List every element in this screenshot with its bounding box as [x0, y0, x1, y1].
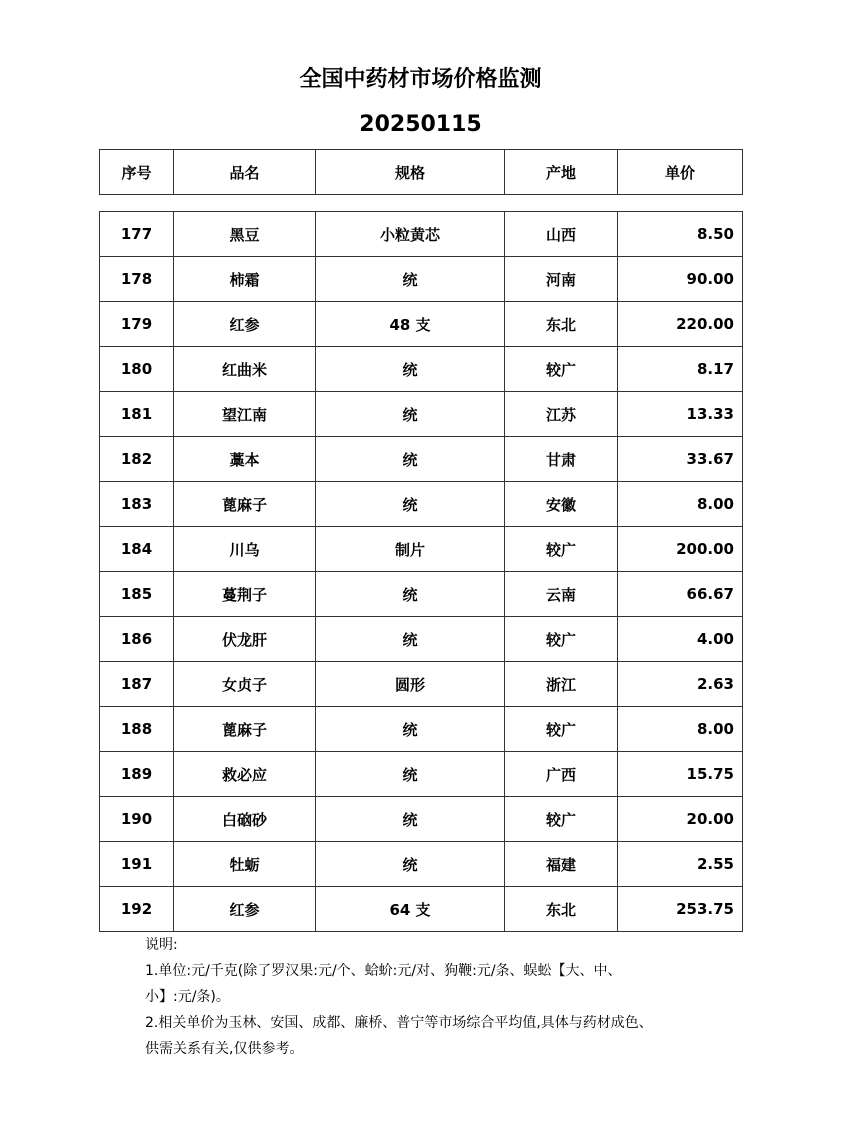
cell-spec: 统 — [316, 257, 505, 302]
header-row — [100, 150, 743, 195]
cell-price: 2.63 — [618, 662, 743, 707]
note-unit-cont: 小】:元/条)。 — [145, 989, 230, 1005]
cell-name: 黑豆 — [174, 212, 316, 257]
cell-price: 13.33 — [618, 392, 743, 437]
cell-spec: 统 — [316, 797, 505, 842]
cell-spec: 统 — [316, 572, 505, 617]
table-row — [100, 797, 743, 842]
cell-price: 8.00 — [618, 482, 743, 527]
cell-name: 红参 — [174, 887, 316, 932]
cell-origin: 广西 — [505, 752, 618, 797]
table-row — [100, 572, 743, 617]
cell-price: 15.75 — [618, 752, 743, 797]
note-unit: 1.单位:元/千克(除了罗汉果:元/个、蛤蚧:元/对、狗鞭:元/条、蜈蚣【大、中、 — [145, 963, 622, 979]
cell-origin: 浙江 — [505, 662, 618, 707]
cell-origin: 东北 — [505, 302, 618, 347]
cell-price: 8.00 — [618, 707, 743, 752]
cell-spec: 64 支 — [316, 887, 505, 932]
column-header-origin: 产地 — [505, 150, 618, 195]
cell-price: 2.55 — [618, 842, 743, 887]
table-row — [100, 707, 743, 752]
cell-index: 187 — [100, 662, 174, 707]
cell-spec: 统 — [316, 482, 505, 527]
cell-price: 253.75 — [618, 887, 743, 932]
cell-name: 蓖麻子 — [174, 482, 316, 527]
table-row — [100, 527, 743, 572]
cell-name: 川乌 — [174, 527, 316, 572]
table-row — [100, 347, 743, 392]
cell-name: 女贞子 — [174, 662, 316, 707]
cell-price: 200.00 — [618, 527, 743, 572]
note-source: 2.相关单价为玉林、安国、成都、廉桥、普宁等市场综合平均值,具体与药材成色、 — [145, 1015, 653, 1031]
table-row — [100, 437, 743, 482]
cell-spec: 统 — [316, 842, 505, 887]
table-row — [100, 482, 743, 527]
table-row — [100, 392, 743, 437]
table-row — [100, 752, 743, 797]
table-row — [100, 617, 743, 662]
cell-spec: 小粒黄芯 — [316, 212, 505, 257]
cell-name: 藁本 — [174, 437, 316, 482]
cell-spec: 48 支 — [316, 302, 505, 347]
column-header-index: 序号 — [100, 150, 174, 195]
cell-name: 蓖麻子 — [174, 707, 316, 752]
table-row — [100, 212, 743, 257]
cell-origin: 福建 — [505, 842, 618, 887]
cell-index: 186 — [100, 617, 174, 662]
cell-origin: 安徽 — [505, 482, 618, 527]
cell-index: 182 — [100, 437, 174, 482]
cell-price: 8.17 — [618, 347, 743, 392]
cell-name: 红曲米 — [174, 347, 316, 392]
table-row — [100, 662, 743, 707]
cell-origin: 较广 — [505, 617, 618, 662]
cell-index: 179 — [100, 302, 174, 347]
cell-spec: 统 — [316, 347, 505, 392]
cell-name: 牡蛎 — [174, 842, 316, 887]
cell-spec: 制片 — [316, 527, 505, 572]
notes — [145, 932, 705, 1062]
cell-price: 90.00 — [618, 257, 743, 302]
column-header-spec: 规格 — [316, 150, 505, 195]
notes-heading: 说明: — [145, 937, 178, 953]
cell-spec: 统 — [316, 392, 505, 437]
cell-origin: 较广 — [505, 527, 618, 572]
cell-spec: 圆形 — [316, 662, 505, 707]
cell-index: 183 — [100, 482, 174, 527]
cell-origin: 江苏 — [505, 392, 618, 437]
cell-price: 8.50 — [618, 212, 743, 257]
cell-spec: 统 — [316, 707, 505, 752]
cell-index: 177 — [100, 212, 174, 257]
price-table — [99, 211, 743, 932]
cell-spec: 统 — [316, 752, 505, 797]
cell-index: 192 — [100, 887, 174, 932]
cell-name: 红参 — [174, 302, 316, 347]
cell-price: 33.67 — [618, 437, 743, 482]
cell-index: 185 — [100, 572, 174, 617]
cell-origin: 河南 — [505, 257, 618, 302]
table-row — [100, 887, 743, 932]
cell-index: 181 — [100, 392, 174, 437]
header-table — [99, 149, 743, 195]
cell-name: 望江南 — [174, 392, 316, 437]
table-row — [100, 257, 743, 302]
column-header-price: 单价 — [618, 150, 743, 195]
cell-spec: 统 — [316, 437, 505, 482]
cell-origin: 较广 — [505, 797, 618, 842]
note-source-cont: 供需关系有关,仅供参考。 — [145, 1041, 304, 1057]
cell-index: 189 — [100, 752, 174, 797]
cell-origin: 东北 — [505, 887, 618, 932]
cell-origin: 较广 — [505, 347, 618, 392]
cell-name: 蔓荆子 — [174, 572, 316, 617]
cell-index: 190 — [100, 797, 174, 842]
cell-price: 20.00 — [618, 797, 743, 842]
cell-price: 220.00 — [618, 302, 743, 347]
cell-price: 4.00 — [618, 617, 743, 662]
column-header-name: 品名 — [174, 150, 316, 195]
table-row — [100, 842, 743, 887]
cell-index: 191 — [100, 842, 174, 887]
cell-origin: 较广 — [505, 707, 618, 752]
cell-price: 66.67 — [618, 572, 743, 617]
cell-name: 伏龙肝 — [174, 617, 316, 662]
cell-index: 180 — [100, 347, 174, 392]
cell-origin: 甘肃 — [505, 437, 618, 482]
cell-origin: 山西 — [505, 212, 618, 257]
cell-index: 178 — [100, 257, 174, 302]
page-title: 全国中药材市场价格监测 — [299, 67, 542, 92]
cell-index: 184 — [100, 527, 174, 572]
cell-index: 188 — [100, 707, 174, 752]
cell-name: 救必应 — [174, 752, 316, 797]
cell-origin: 云南 — [505, 572, 618, 617]
report-date: 20250115 — [359, 112, 482, 137]
cell-name: 白硇砂 — [174, 797, 316, 842]
cell-name: 柿霜 — [174, 257, 316, 302]
cell-spec: 统 — [316, 617, 505, 662]
table-row — [100, 302, 743, 347]
